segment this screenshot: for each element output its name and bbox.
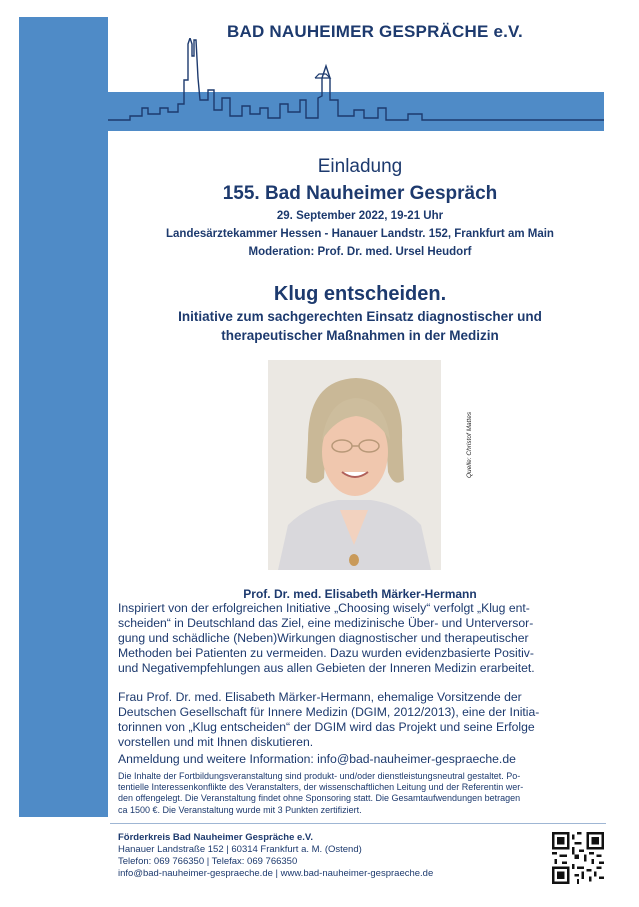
frankfurt-skyline-logo <box>108 38 604 130</box>
footer-org: Förderkreis Bad Nauheimer Gespräche e.V. <box>118 832 314 843</box>
invitation-heading: Einladung <box>317 156 403 177</box>
registration-line: Anmeldung und weitere Information: info@bad-nauheimer-gespraeche.de <box>118 752 516 766</box>
description-paragraph <box>118 601 606 676</box>
text-line: Deutschen Gesellschaft für Innere Medizin (DGIM, 2012/2013), eine der Initia- <box>118 705 540 719</box>
footer-contact <box>118 832 433 880</box>
topic-subtitle <box>120 307 600 345</box>
footer-phone: Telefon: 069 766350 | Telefax: 069 766350 <box>118 856 298 867</box>
text-line: und Negativempfehlungen aus allen Gebieten der Inneren Medizin erarbeitet. <box>118 661 535 675</box>
speaker-paragraph <box>118 690 606 750</box>
text-line: Methoden bei Patienten zu vermeiden. Dazu wurden evidenzbasierte Positiv- <box>118 646 534 660</box>
text-line: vorstellen und mit Ihnen diskutieren. <box>118 735 314 749</box>
footer-divider <box>110 823 606 824</box>
fineprint-line: Die Inhalte der Fortbildungsveranstaltung sind produkt- und/oder dienstleistungsneutral gestaltet. Po- <box>118 771 521 781</box>
event-moderation: Moderation: Prof. Dr. med. Ursel Heudorf <box>248 246 472 258</box>
photo-credit: Quelle: Christof Mattes <box>466 411 473 478</box>
event-venue: Landesärztekammer Hessen - Hanauer Landstr. 152, Frankfurt am Main <box>166 228 554 240</box>
topic-title: Klug entscheiden. <box>273 283 447 305</box>
text-line: gung und schädliche (Neben)Wirkungen diagnostischer und therapeutischer <box>118 631 529 645</box>
text-line: Inspiriert von der erfolgreichen Initiative „Choosing wisely“ verfolgt „Klug ent- <box>118 601 530 615</box>
org-title: BAD NAUHEIMER GESPRÄCHE e.V. <box>227 22 523 41</box>
event-title: 155. Bad Nauheimer Gespräch <box>222 183 498 204</box>
fineprint-line: ca 1500 €. Die Veranstaltung wurde mit 3 Punkten zertifiziert. <box>118 804 362 815</box>
left-blue-bar <box>19 17 108 817</box>
qr-code-icon[interactable] <box>552 832 604 884</box>
topic-subtitle-line: Initiative zum sachgerechten Einsatz diagnostischer und <box>178 309 542 324</box>
footer-address: Hanauer Landstraße 152 | 60314 Frankfurt a. M. (Ostend) <box>118 844 362 855</box>
footer-web[interactable]: info@bad-nauheimer-gespraeche.de | www.bad-nauheimer-gespraeche.de <box>118 868 434 879</box>
topic-subtitle-line: therapeutischer Maßnahmen in der Medizin <box>221 328 499 343</box>
fineprint-line: tentielle Interessenkonflikte des Veranstalters, der wissenschaftlichen Leitung und der Referentin wer- <box>118 782 524 793</box>
text-line: scheiden“ in Deutschland das Ziel, eine medizinische Über- und Unterversor- <box>118 616 534 630</box>
fineprint-line: den offengelegt. Die Veranstaltung findet ohne Sponsoring statt. Die Gesamtaufwendungen betragen <box>118 793 521 804</box>
text-line: Frau Prof. Dr. med. Elisabeth Märker-Hermann, ehemalige Vorsitzende der <box>118 690 522 704</box>
speaker-photo <box>268 360 441 570</box>
event-date: 29. September 2022, 19-21 Uhr <box>276 210 444 222</box>
fineprint <box>118 771 608 816</box>
speaker-name: Prof. Dr. med. Elisabeth Märker-Hermann <box>243 587 477 601</box>
text-line: torinnen von „Klug entscheiden“ der DGIM wird das Projekt und seine Erfolge <box>118 720 535 734</box>
